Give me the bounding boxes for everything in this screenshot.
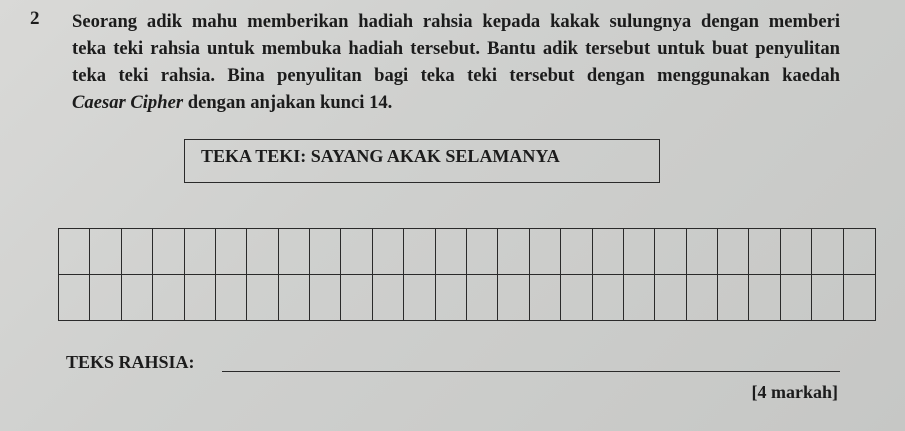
grid-cell-plaintext[interactable] [436, 229, 467, 275]
question-line-3: teka teki rahsia. Bina penyulitan bagi teka teki tersebut dengan menggunakan kaedah [72, 65, 840, 86]
grid-cell-plaintext[interactable] [498, 229, 529, 275]
grid-cell-plaintext[interactable] [561, 229, 592, 275]
question-line-4 [72, 89, 840, 116]
grid-cell-ciphertext[interactable] [373, 275, 404, 321]
grid-cell-ciphertext[interactable] [279, 275, 310, 321]
grid-cell-plaintext[interactable] [185, 229, 216, 275]
grid-cell-plaintext[interactable] [279, 229, 310, 275]
grid-cell-ciphertext[interactable] [153, 275, 184, 321]
grid-cell-ciphertext[interactable] [812, 275, 843, 321]
grid-cell-ciphertext[interactable] [247, 275, 278, 321]
grid-cell-plaintext[interactable] [781, 229, 812, 275]
grid-cell-plaintext[interactable] [467, 229, 498, 275]
grid-cell-plaintext[interactable] [341, 229, 372, 275]
grid-cell-ciphertext[interactable] [749, 275, 780, 321]
grid-cell-ciphertext[interactable] [593, 275, 624, 321]
puzzle-box [184, 139, 660, 183]
grid-cell-ciphertext[interactable] [844, 275, 875, 321]
grid-cell-ciphertext[interactable] [561, 275, 592, 321]
grid-cell-ciphertext[interactable] [624, 275, 655, 321]
grid-cell-ciphertext[interactable] [90, 275, 121, 321]
question-line-1: Seorang adik mahu memberikan hadiah rahsia kepada kakak sulungnya dengan memberi [72, 11, 840, 32]
grid-cell-ciphertext[interactable] [655, 275, 686, 321]
answer-line[interactable] [222, 371, 840, 372]
grid-cell-plaintext[interactable] [216, 229, 247, 275]
answer-label: TEKS RAHSIA: [66, 352, 195, 372]
grid-cell-plaintext[interactable] [59, 229, 90, 275]
grid-cell-plaintext[interactable] [687, 229, 718, 275]
question-text [72, 8, 840, 116]
grid-cell-ciphertext[interactable] [341, 275, 372, 321]
grid-cell-plaintext[interactable] [373, 229, 404, 275]
grid-cell-ciphertext[interactable] [530, 275, 561, 321]
grid-cell-plaintext[interactable] [718, 229, 749, 275]
grid-cell-ciphertext[interactable] [122, 275, 153, 321]
grid-cell-plaintext[interactable] [593, 229, 624, 275]
grid-cell-ciphertext[interactable] [59, 275, 90, 321]
grid-cell-ciphertext[interactable] [216, 275, 247, 321]
question-line-2: teka teki rahsia untuk membuka hadiah tersebut. Bantu adik tersebut untuk buat penyulitan [72, 38, 840, 59]
grid-cell-plaintext[interactable] [655, 229, 686, 275]
question-number: 2 [30, 8, 40, 29]
marks-label: [4 markah] [751, 382, 838, 402]
grid-cell-ciphertext[interactable] [781, 275, 812, 321]
grid-cell-plaintext[interactable] [404, 229, 435, 275]
grid-cell-plaintext[interactable] [310, 229, 341, 275]
answer-grid [58, 228, 876, 321]
grid-cell-ciphertext[interactable] [185, 275, 216, 321]
caesar-cipher-term: Caesar Cipher [72, 92, 184, 113]
grid-cell-plaintext[interactable] [122, 229, 153, 275]
grid-cell-plaintext[interactable] [247, 229, 278, 275]
grid-cell-plaintext[interactable] [153, 229, 184, 275]
grid-cell-ciphertext[interactable] [687, 275, 718, 321]
grid-cell-ciphertext[interactable] [498, 275, 529, 321]
grid-cell-plaintext[interactable] [530, 229, 561, 275]
grid-cell-ciphertext[interactable] [310, 275, 341, 321]
grid-cell-plaintext[interactable] [844, 229, 875, 275]
grid-cell-plaintext[interactable] [812, 229, 843, 275]
puzzle-text: TEKA TEKI: SAYANG AKAK SELAMANYA [201, 146, 560, 166]
grid-cell-ciphertext[interactable] [404, 275, 435, 321]
grid-cell-ciphertext[interactable] [718, 275, 749, 321]
question-line-4-rest: dengan anjakan kunci 14. [183, 92, 393, 113]
grid-cell-plaintext[interactable] [624, 229, 655, 275]
grid-cell-ciphertext[interactable] [467, 275, 498, 321]
grid-cell-ciphertext[interactable] [436, 275, 467, 321]
grid-cell-plaintext[interactable] [90, 229, 121, 275]
grid-cell-plaintext[interactable] [749, 229, 780, 275]
